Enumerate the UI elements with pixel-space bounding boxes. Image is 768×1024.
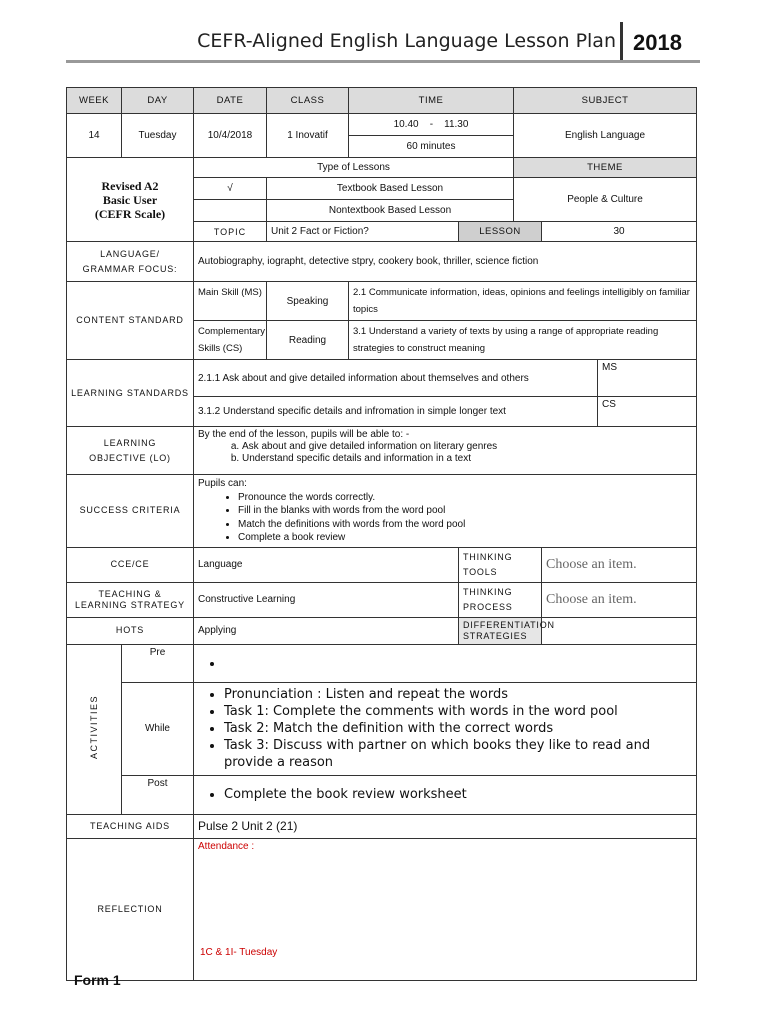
success-item: • Pronounce the words correctly. <box>238 491 692 505</box>
learning-standards-label: LEARNING STANDARDS <box>67 360 194 427</box>
post-list <box>198 786 692 803</box>
while-item: • Task 2: Match the definition with the correct words <box>224 720 692 737</box>
objective-list <box>198 441 692 465</box>
thinking-tools-label: THINKING TOOLS <box>459 547 542 582</box>
objective-item: b. Understand specific details and information in a text <box>242 453 692 465</box>
time-value: 10.40 - 11.30 <box>349 114 514 136</box>
success-item: • Match the definitions with words from the word pool <box>238 518 692 532</box>
success-criteria <box>194 475 697 548</box>
learning-objective-label: LEARNING OBJECTIVE (LO) <box>67 427 194 475</box>
textbook-lesson: Textbook Based Lesson <box>267 178 514 200</box>
while-label: While <box>122 682 194 775</box>
main-skill-name: Speaking <box>267 282 349 321</box>
thinking-process-select[interactable]: Choose an item. <box>542 582 697 617</box>
subject-value: English Language <box>514 114 697 158</box>
page-header <box>0 0 768 62</box>
content-standard-label: CONTENT STANDARD <box>67 282 194 360</box>
complementary-skill-label: Complementary Skills (CS) <box>194 321 267 360</box>
level-line2: Basic User <box>102 192 158 207</box>
reflection-label: REFLECTION <box>67 838 194 980</box>
attendance-label: Attendance : <box>198 840 255 852</box>
post-item: • Complete the book review worksheet <box>224 786 692 803</box>
header-rule <box>66 60 700 63</box>
level-line3: (CEFR Scale) <box>94 206 166 221</box>
success-item: • Fill in the blanks with words from the word pool <box>238 504 692 518</box>
differentiation-value <box>542 617 697 644</box>
header-time: TIME <box>349 88 514 114</box>
while-item: • Task 3: Discuss with partner on which books they like to read and provide a reason <box>224 737 692 771</box>
objective-item: a. Ask about and give detailed information on literary genres <box>242 441 692 453</box>
language-focus-value: Autobiography, iographt, detective stpry, cookery book, thriller, science fiction <box>194 242 697 282</box>
hots-value: Applying <box>194 617 459 644</box>
lesson-plan-table <box>66 87 697 981</box>
post-activity <box>194 775 697 814</box>
pre-item <box>224 655 692 672</box>
theme-header: THEME <box>514 158 697 178</box>
cce-label: CCE/CE <box>67 547 194 582</box>
nontextbook-lesson: Nontextbook Based Lesson <box>267 200 514 222</box>
document-title: CEFR-Aligned English Language Lesson Plan <box>197 30 616 52</box>
strategy-label: TEACHING & LEARNING STRATEGY <box>67 582 194 617</box>
pre-activity <box>194 644 697 682</box>
teaching-aids-value: Pulse 2 Unit 2 (21) <box>194 814 697 838</box>
cce-value: Language <box>194 547 459 582</box>
header-day: DAY <box>122 88 194 114</box>
while-list <box>198 686 692 771</box>
hots-label: HOTS <box>67 617 194 644</box>
complementary-skill-desc: 3.1 Understand a variety of texts by using a range of appropriate reading strategies to construct meaning <box>349 321 697 360</box>
topic-label: TOPIC <box>194 222 267 242</box>
class-value: 1 Inovatif <box>267 114 349 158</box>
activities-label: ACTIVITIES <box>67 644 122 814</box>
learning-standard-ms: 2.1.1 Ask about and give detailed information about themselves and others <box>194 360 598 397</box>
while-item: • Pronunciation : Listen and repeat the words <box>224 686 692 703</box>
year-box <box>620 22 695 60</box>
theme-value: People & Culture <box>514 178 697 222</box>
complementary-skill-name: Reading <box>267 321 349 360</box>
while-item: • Task 1: Complete the comments with words in the word pool <box>224 703 692 720</box>
lesson-number: 30 <box>542 222 697 242</box>
reflection-box <box>194 838 697 980</box>
class-note: 1C & 1I- Tuesday <box>200 946 278 958</box>
thinking-tools-select[interactable]: Choose an item. <box>542 547 697 582</box>
lesson-type-header: Type of Lessons <box>194 158 514 178</box>
header-week: WEEK <box>67 88 122 114</box>
success-list <box>198 491 692 545</box>
language-focus-label: LANGUAGE/ GRAMMAR FOCUS: <box>67 242 194 282</box>
nontextbook-check <box>194 200 267 222</box>
teaching-aids-label: TEACHING AIDS <box>67 814 194 838</box>
main-skill-desc: 2.1 Communicate information, ideas, opinions and feelings intelligibly on familiar topics <box>349 282 697 321</box>
form-label: Form 1 <box>74 972 121 988</box>
success-criteria-label: SUCCESS CRITERIA <box>67 475 194 548</box>
learning-objective <box>194 427 697 475</box>
learning-standard-ms-tag: MS <box>598 360 697 397</box>
strategy-value: Constructive Learning <box>194 582 459 617</box>
pre-list <box>198 655 692 672</box>
header-class: CLASS <box>267 88 349 114</box>
day-value: Tuesday <box>122 114 194 158</box>
success-item: • Complete a book review <box>238 531 692 545</box>
header-subject: SUBJECT <box>514 88 697 114</box>
learning-standard-cs-tag: CS <box>598 397 697 427</box>
date-value: 10/4/2018 <box>194 114 267 158</box>
differentiation-label: DIFFERENTIATION STRATEGIES <box>459 617 542 644</box>
pre-label: Pre <box>122 644 194 682</box>
while-activity <box>194 682 697 775</box>
learning-standard-cs: 3.1.2 Understand specific details and infromation in simple longer text <box>194 397 598 427</box>
main-skill-label: Main Skill (MS) <box>194 282 267 321</box>
success-intro: Pupils can: <box>198 478 247 489</box>
topic-value: Unit 2 Fact or Fiction? <box>267 222 459 242</box>
year-label: 2018 <box>633 30 682 55</box>
week-value: 14 <box>67 114 122 158</box>
objective-intro: By the end of the lesson, pupils will be able to: - <box>198 429 410 440</box>
level-line1: Revised A2 <box>101 178 159 193</box>
lesson-label: LESSON <box>459 222 542 242</box>
post-label: Post <box>122 775 194 814</box>
duration-value: 60 minutes <box>349 136 514 158</box>
thinking-process-label: THINKING PROCESS <box>459 582 542 617</box>
cefr-level <box>67 158 194 242</box>
header-date: DATE <box>194 88 267 114</box>
textbook-check: √ <box>194 178 267 200</box>
